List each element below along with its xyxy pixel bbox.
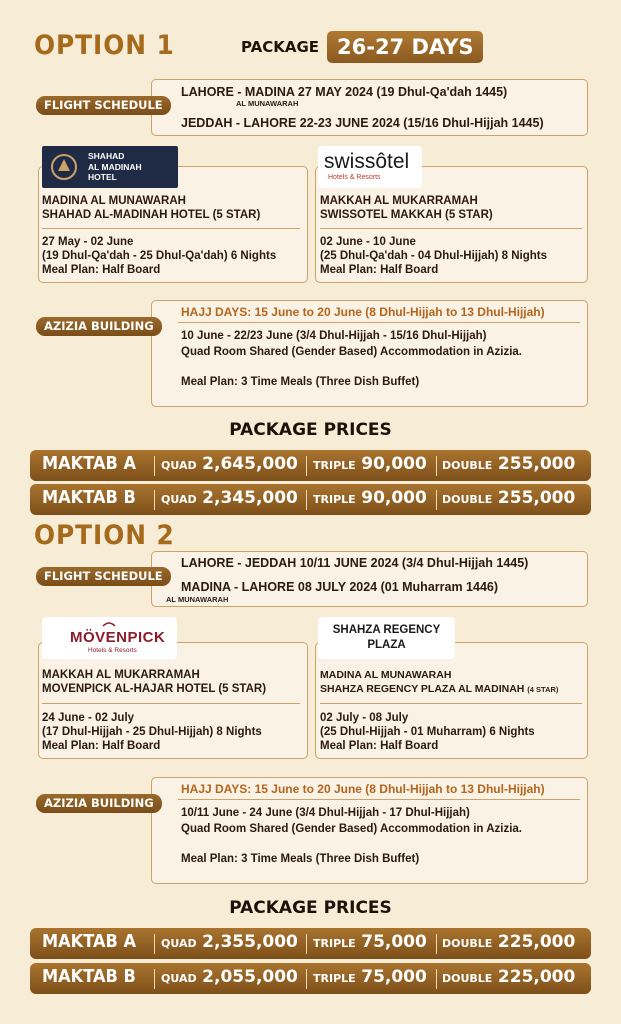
shahza-logo-line1: SHAHZA REGENCY [332,624,441,636]
movenpick-logo-sub: Hotels & Resorts [88,647,137,654]
shahad-emblem-icon [50,153,78,181]
double-price: 255,000 [497,454,576,474]
flight-schedule-tag: FLIGHT SCHEDULE [36,96,171,115]
azizia-meal: Meal Plan: 3 Time Meals (Three Dish Buffet) [181,376,420,388]
azizia-tag: AZIZIA BUILDING [36,794,162,813]
price-row-maktab-a [30,928,591,959]
swissotel-logo-text: swissôtel [324,150,410,173]
flight-return: MADINA - LAHORE 08 JULY 2024 (01 Muharram 1446) [181,580,499,594]
triple-price: 90,000 [361,454,427,474]
quad-price: 2,345,000 [202,488,298,508]
hotel-hijri: (25 Dhul-Hijjah - 01 Muharram) 6 Nights [320,726,535,738]
maktab-label: MAKTAB B [42,487,136,508]
quad-label: QUAD [161,459,197,472]
triple-price: 90,000 [361,488,427,508]
divider [178,799,580,800]
hotel-name: MOVENPICK AL-HAJAR HOTEL (5 STAR) [42,683,267,695]
hotel-meal: Meal Plan: Half Board [42,264,161,276]
hotel-meal: Meal Plan: Half Board [42,740,161,752]
price-row-maktab-b [30,484,591,515]
maktab-label: MAKTAB A [42,931,137,952]
quad-price: 2,055,000 [202,967,298,987]
divider [320,703,582,704]
double-label: DOUBLE [442,459,493,472]
hotel-meal: Meal Plan: Half Board [320,264,439,276]
triple-label: TRIPLE [313,937,356,950]
azizia-dates: 10 June - 22/23 June (3/4 Dhul-Hijjah - 15/16 Dhul-Hijjah) [181,330,487,342]
divider [42,228,300,229]
movenpick-logo-text: MÖVENPICK [70,629,166,646]
swissotel-logo-sub: Hotels & Resorts [328,174,381,181]
flight-outbound: LAHORE - MADINA 27 MAY 2024 (19 Dhul-Qa'dah 1445) [181,85,508,99]
maktab-label: MAKTAB B [42,966,136,987]
hotel-city: MADINA AL MUNAWARAH [42,195,186,207]
double-label: DOUBLE [442,972,493,985]
flight-outbound: LAHORE - JEDDAH 10/11 JUNE 2024 (3/4 Dhul-Hijjah 1445) [181,556,529,570]
triple-label: TRIPLE [313,493,356,506]
triple-price: 75,000 [361,932,427,952]
days-badge: 26-27 DAYS [327,31,483,63]
hotel-city: MADINA AL MUNAWARAH [320,669,452,681]
shahza-logo [318,617,455,659]
shahad-logo-line2: AL MADINAH [88,161,142,172]
flight-schedule-tag: FLIGHT SCHEDULE [36,567,171,586]
hotel-name: SHAHZA REGENCY PLAZA AL MADINAH [320,683,525,695]
hotel-hijri: (19 Dhul-Qa'dah - 25 Dhul-Qa'dah) 6 Nights [42,250,277,262]
flight-return-sub: AL MUNAWARAH [166,595,229,604]
hotel-hijri: (25 Dhul-Qa'dah - 04 Dhul-Hijjah) 8 Nights [320,250,548,262]
hotel-dates: 02 July - 08 July [320,712,409,724]
azizia-tag: AZIZIA BUILDING [36,317,162,336]
hotel-dates: 24 June - 02 July [42,712,135,724]
double-price: 225,000 [497,967,576,987]
hotel-city: MAKKAH AL MUKARRAMAH [320,195,478,207]
azizia-room: Quad Room Shared (Gender Based) Accommodation in Azizia. [181,823,523,835]
double-price: 225,000 [497,932,576,952]
triple-label: TRIPLE [313,972,356,985]
quad-label: QUAD [161,972,197,985]
package-prices-title: PACKAGE PRICES [229,420,392,440]
double-price: 255,000 [497,488,576,508]
package-prices-title: PACKAGE PRICES [229,898,392,918]
azizia-dates: 10/11 June - 24 June (3/4 Dhul-Hijjah - 17 Dhul-Hijjah) [181,807,470,819]
divider [178,322,580,323]
option2-title: OPTION 2 [34,520,175,551]
hotel-city: MAKKAH AL MUKARRAMAH [42,669,200,681]
option1-title: OPTION 1 [34,30,175,61]
shahad-hotel-logo [42,146,178,188]
maktab-label: MAKTAB A [42,453,137,474]
double-label: DOUBLE [442,937,493,950]
azizia-room: Quad Room Shared (Gender Based) Accommodation in Azizia. [181,346,523,358]
triple-price: 75,000 [361,967,427,987]
quad-price: 2,645,000 [202,454,298,474]
hotel-name: SWISSOTEL MAKKAH (5 STAR) [320,209,493,221]
divider [42,703,300,704]
movenpick-bird-icon [102,620,116,628]
hotel-meal: Meal Plan: Half Board [320,740,439,752]
azizia-meal: Meal Plan: 3 Time Meals (Three Dish Buffet) [181,853,420,865]
quad-price: 2,355,000 [202,932,298,952]
price-row-maktab-a [30,450,591,481]
hotel-hijri: (17 Dhul-Hijjah - 25 Dhul-Hijjah) 8 Nights [42,726,262,738]
hotel-name: SHAHAD AL-MADINAH HOTEL (5 STAR) [42,209,261,221]
hotel-stars: (4 STAR) [527,685,559,694]
package-label: PACKAGE [241,38,320,56]
quad-label: QUAD [161,493,197,506]
hajj-days: HAJJ DAYS: 15 June to 20 June (8 Dhul-Hijjah to 13 Dhul-Hijjah) [181,305,545,319]
price-row-maktab-b [30,963,591,994]
hotel-dates: 27 May - 02 June [42,236,134,248]
divider [320,228,582,229]
double-label: DOUBLE [442,493,493,506]
shahad-logo-line3: HOTEL [88,172,117,182]
flight-return: JEDDAH - LAHORE 22-23 JUNE 2024 (15/16 Dhul-Hijjah 1445) [181,116,544,130]
quad-label: QUAD [161,937,197,950]
hotel-dates: 02 June - 10 June [320,236,416,248]
swissotel-logo [318,146,422,188]
movenpick-logo [42,617,177,659]
shahad-logo-line1: SHAHAD [88,151,125,161]
shahza-logo-line2: PLAZA [367,639,406,651]
triple-label: TRIPLE [313,459,356,472]
flight-outbound-sub: AL MUNAWARAH [236,99,299,108]
hajj-days: HAJJ DAYS: 15 June to 20 June (8 Dhul-Hijjah to 13 Dhul-Hijjah) [181,782,545,796]
